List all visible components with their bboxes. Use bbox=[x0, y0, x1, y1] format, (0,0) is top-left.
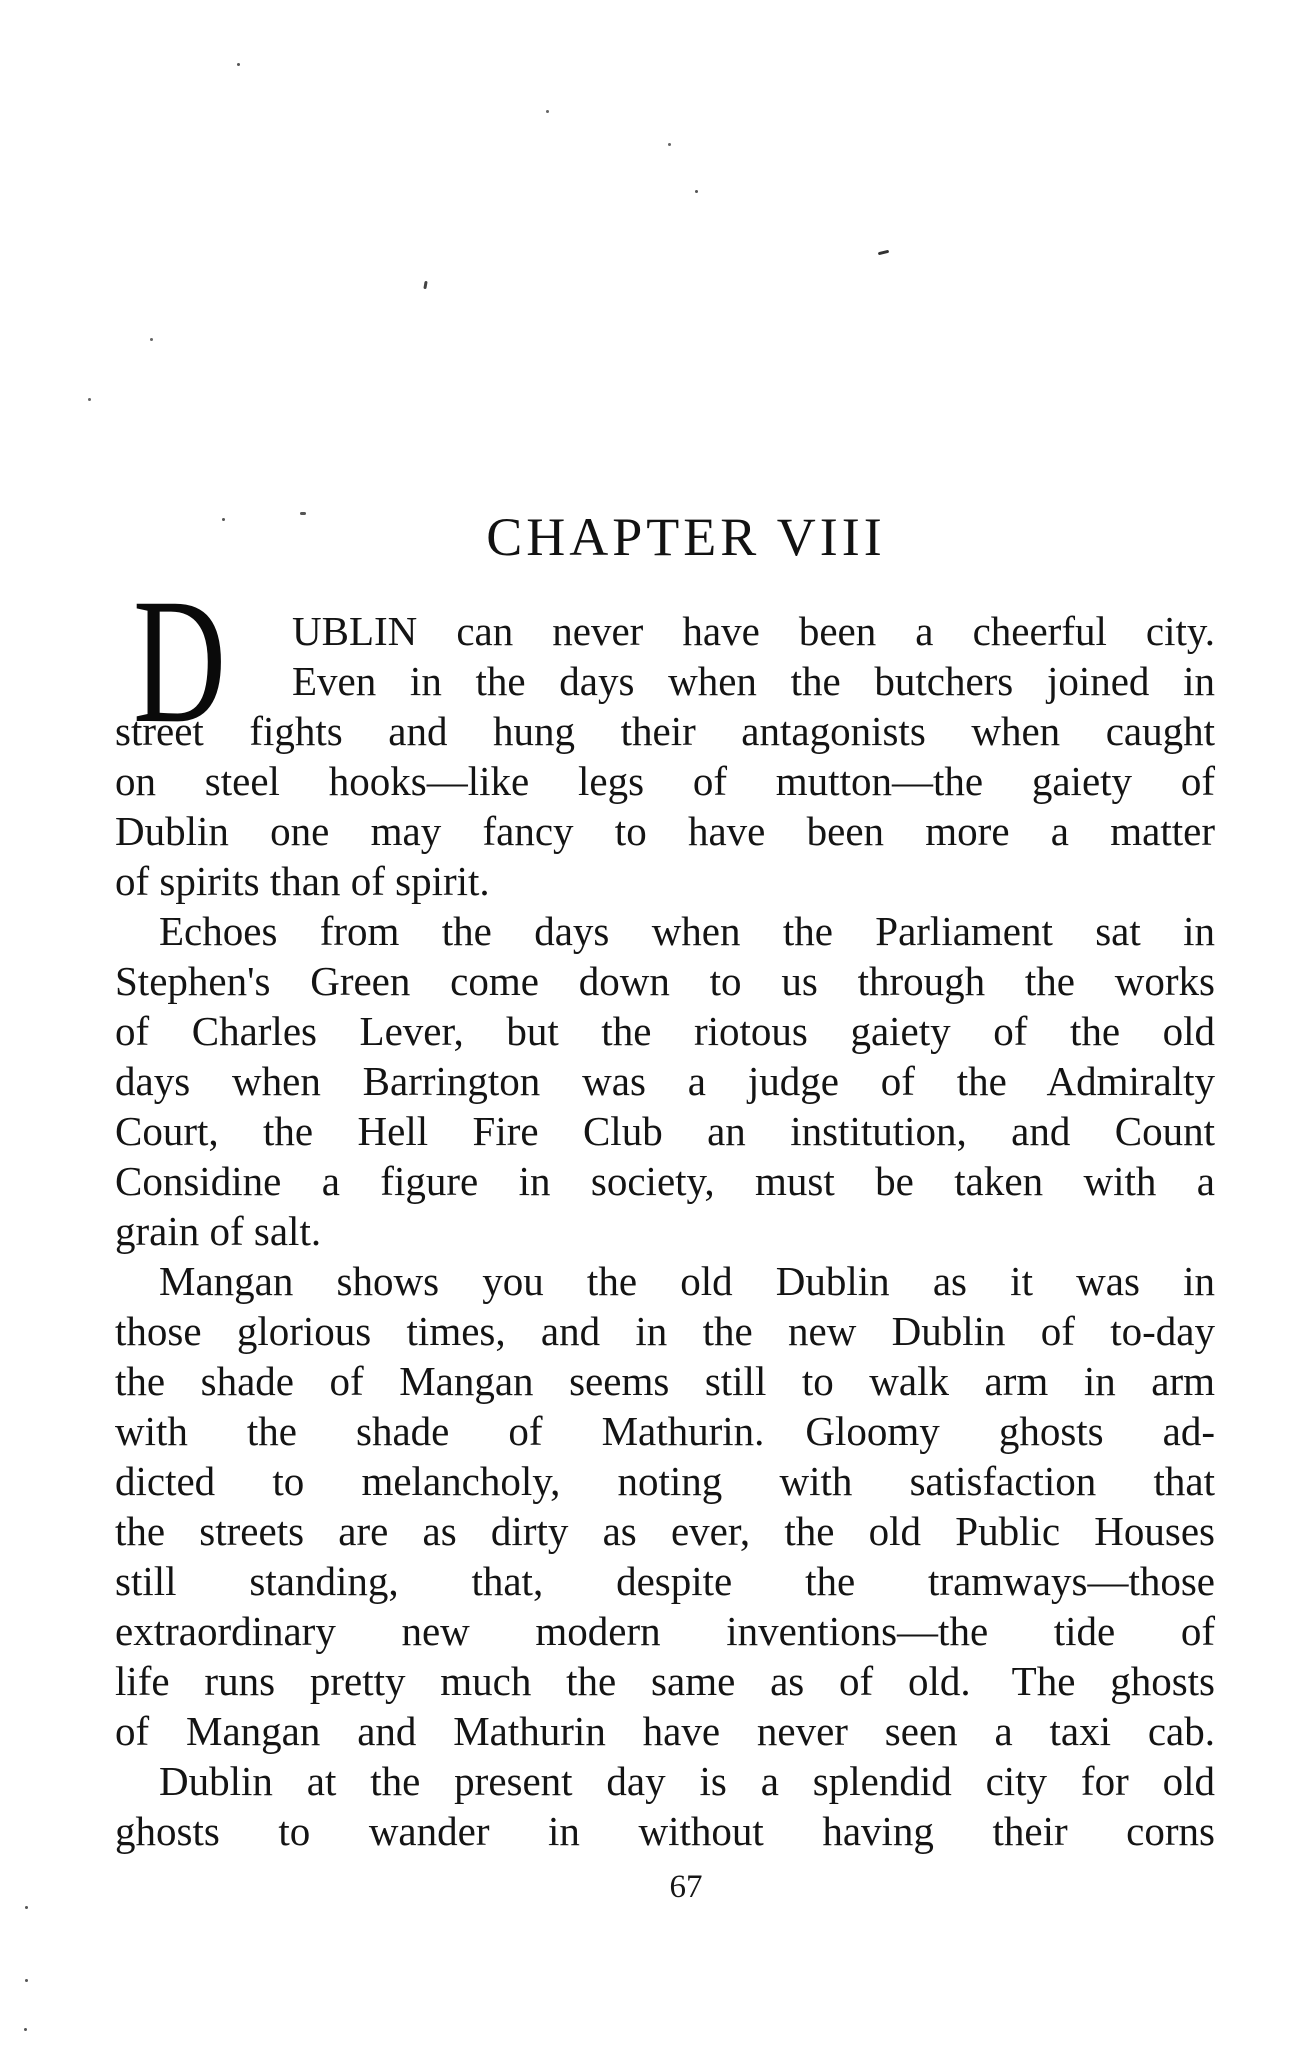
page-number: 67 bbox=[669, 1869, 703, 1905]
scan-mark bbox=[423, 281, 427, 289]
text-line: dicted to melancholy, noting with satisfaction that bbox=[115, 1458, 1215, 1504]
text-line: those glorious times, and in the new Dublin of to-day bbox=[115, 1308, 1215, 1354]
paragraph bbox=[115, 1256, 1215, 1756]
drop-cap-letter: D bbox=[133, 561, 227, 760]
text-line: street fights and hung their antagonists when caught bbox=[115, 708, 1215, 754]
text-column bbox=[115, 561, 1215, 1856]
scan-speck bbox=[695, 190, 698, 193]
text-line: of Mangan and Mathurin have never seen a taxi cab. bbox=[115, 1708, 1215, 1754]
scan-speck bbox=[25, 1979, 28, 1982]
text-line: with the shade of Mathurin. Gloomy ghosts ad- bbox=[115, 1408, 1215, 1454]
text-line: grain of salt. bbox=[115, 1208, 322, 1254]
scan-speck bbox=[24, 2028, 27, 2031]
drop-cap bbox=[115, 561, 292, 760]
scan-speck bbox=[222, 518, 225, 521]
scan-speck bbox=[150, 338, 153, 341]
text-line: Echoes from the days when the Parliament sat in bbox=[159, 908, 1215, 954]
chapter-heading: CHAPTER VIII bbox=[486, 507, 886, 567]
text-line: UBLIN can never have been a cheerful city. bbox=[292, 608, 1215, 654]
scan-speck bbox=[88, 398, 91, 401]
text-line: Mangan shows you the old Dublin as it was in bbox=[159, 1258, 1215, 1304]
text-line: Dublin one may fancy to have been more a matter bbox=[115, 808, 1215, 854]
text-line: Considine a figure in society, must be taken with a bbox=[115, 1158, 1215, 1204]
text-line: extraordinary new modern inventions—the tide of bbox=[115, 1608, 1215, 1654]
text-line: the shade of Mangan seems still to walk arm in arm bbox=[115, 1358, 1215, 1404]
text-line: Dublin at the present day is a splendid city for old bbox=[159, 1758, 1215, 1804]
paragraph bbox=[115, 906, 1215, 1256]
text-line: Stephen's Green come down to us through the works bbox=[115, 958, 1215, 1004]
scan-mark bbox=[300, 512, 306, 515]
text-line: of Charles Lever, but the riotous gaiety of the old bbox=[115, 1008, 1215, 1054]
scan-speck bbox=[546, 110, 549, 113]
paragraph bbox=[115, 1756, 1215, 1856]
text-line: Even in the days when the butchers joined in bbox=[292, 658, 1215, 704]
scan-speck bbox=[25, 1906, 28, 1909]
scan-mark bbox=[878, 250, 889, 256]
text-line: Court, the Hell Fire Club an institution, and Count bbox=[115, 1108, 1215, 1154]
text-line: life runs pretty much the same as of old. The ghosts bbox=[115, 1658, 1215, 1704]
text-line: still standing, that, despite the tramways—those bbox=[115, 1558, 1215, 1604]
scan-speck bbox=[237, 63, 240, 66]
text-line: of spirits than of spirit. bbox=[115, 858, 490, 904]
paragraph bbox=[115, 561, 1215, 906]
text-line: ghosts to wander in without having their corns bbox=[115, 1808, 1215, 1854]
text-line: on steel hooks—like legs of mutton—the gaiety of bbox=[115, 758, 1215, 804]
scan-speck bbox=[668, 143, 671, 146]
text-line: days when Barrington was a judge of the Admiralty bbox=[115, 1058, 1215, 1104]
text-line: the streets are as dirty as ever, the old Public Houses bbox=[115, 1508, 1215, 1554]
